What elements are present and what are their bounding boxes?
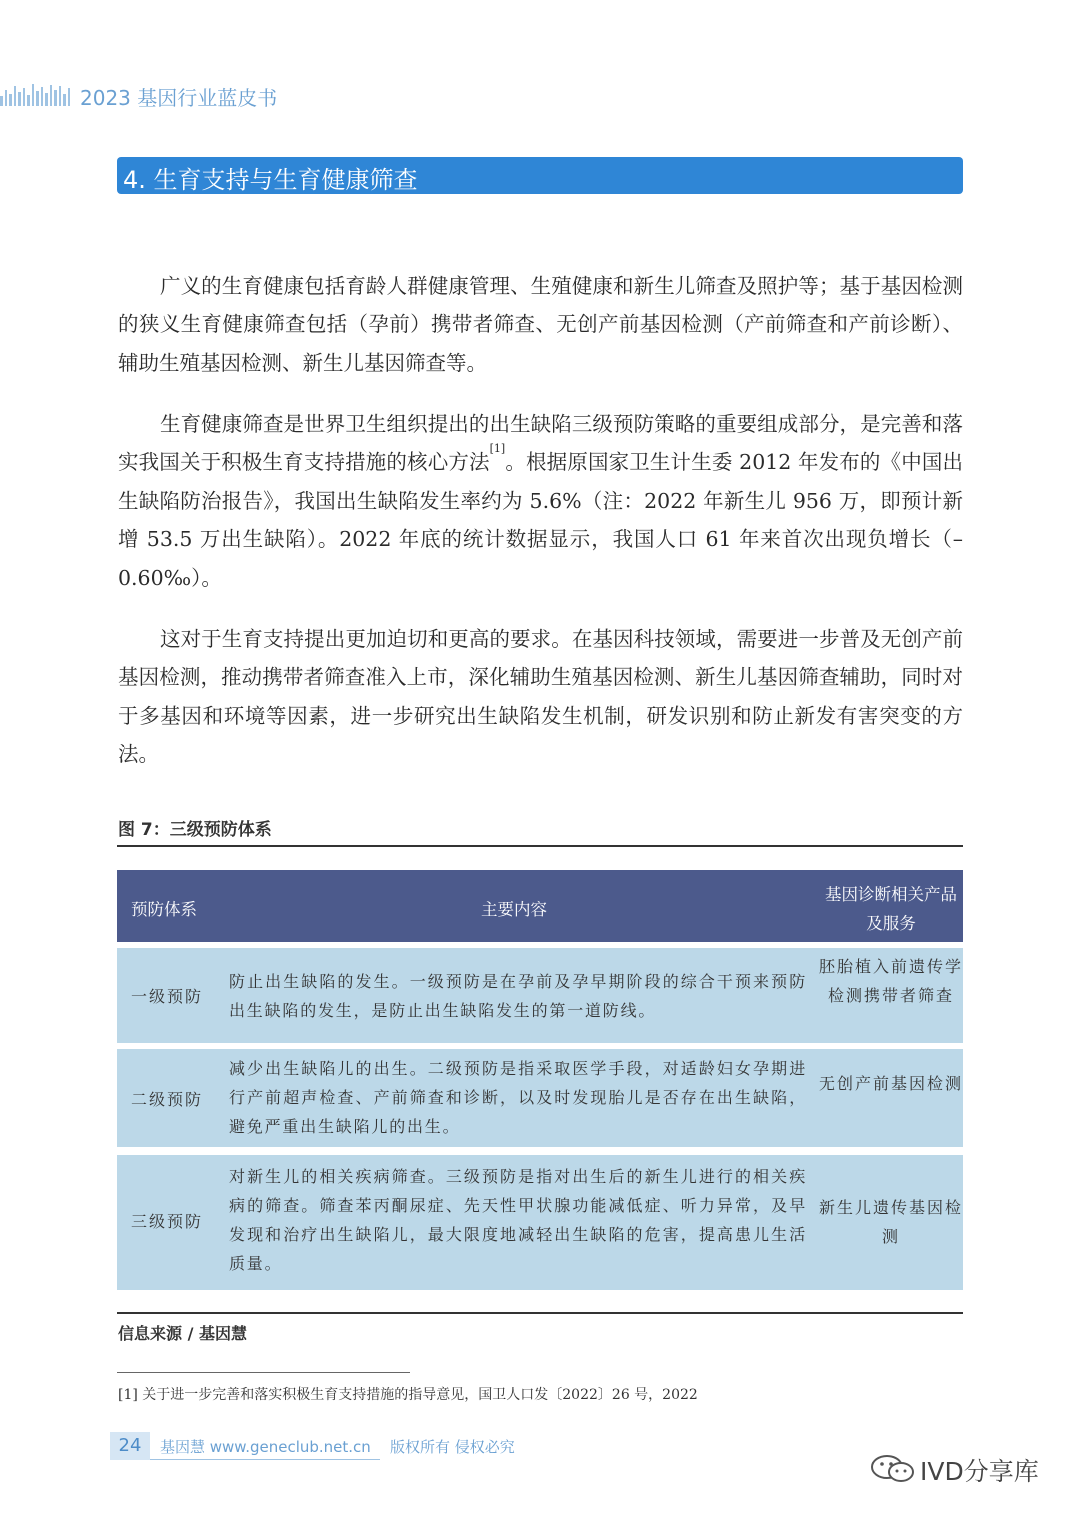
footer-rights: 版权所有 侵权必究 bbox=[390, 1438, 515, 1456]
page-footer bbox=[110, 1432, 550, 1460]
paragraph-2-part-a: 生育健康筛查是世界卫生组织提出的出生缺陷三级预防策略的重要组成部分，是完善和落实我国关于积极生育支持措施的核心方法 bbox=[118, 412, 963, 475]
footer-rule bbox=[150, 1459, 380, 1460]
figure-title: 图 7：三级预防体系 bbox=[118, 820, 272, 840]
row-content: 对新生儿的相关疾病筛查。三级预防是指对出生后的新生儿进行的相关疾病的筛查。筛查苯丙酮尿症、先天性甲状腺功能减低症、听力异常，及早发现和治疗出生缺陷儿，最大限度地减轻出生缺陷的危害，提高患儿生活质量。 bbox=[229, 1167, 807, 1273]
header-bars-decoration bbox=[0, 84, 70, 106]
row-products: 无创产前基因检测 bbox=[818, 1074, 963, 1093]
running-header bbox=[0, 80, 420, 110]
row-products: 新生儿遗传基因检测 bbox=[818, 1198, 963, 1246]
footnote: [1] 关于进一步完善和落实积极生育支持措施的指导意见，国卫人口发〔2022〕26 号，2022 bbox=[118, 1387, 698, 1403]
footer-site[interactable]: 基因慧 www.geneclub.net.cn bbox=[160, 1438, 371, 1456]
watermark-text: IVD分享库 bbox=[920, 1457, 1039, 1486]
table-row bbox=[117, 1049, 963, 1147]
paragraph-3: 这对于生育支持提出更加迫切和更高的要求。在基因科技领域，需要进一步普及无创产前基因检测，推动携带者筛查准入上市，深化辅助生殖基因检测、新生儿基因筛查辅助，同时对于多基因和环境等因素，进一步研究出生缺陷发生机制，研发识别和防止新发有害突变的方法。 bbox=[118, 627, 963, 767]
figure-top-rule bbox=[117, 845, 963, 847]
table-row bbox=[117, 948, 963, 1043]
header-system: 预防体系 bbox=[131, 900, 197, 919]
row-level: 一级预防 bbox=[131, 987, 204, 1006]
paragraph-1: 广义的生育健康包括育龄人群健康管理、生殖健康和新生儿筛查及照护等；基于基因检测的狭义生育健康筛查包括（孕前）携带者筛查、无创产前基因检测（产前筛查和产前诊断）、辅助生殖基因检测、新生儿基因筛查等。 bbox=[118, 274, 963, 375]
wechat-icon bbox=[870, 1454, 916, 1484]
footnote-rule bbox=[117, 1372, 410, 1373]
row-level: 三级预防 bbox=[131, 1212, 204, 1231]
section-title: 4. 生育支持与生育健康筛查 bbox=[123, 166, 418, 194]
figure-source: 信息来源 / 基因慧 bbox=[118, 1324, 247, 1343]
header-products: 基因诊断相关产品及服务 bbox=[825, 885, 957, 933]
citation-ref: [1] bbox=[489, 442, 506, 456]
section-heading-bar bbox=[117, 157, 963, 194]
row-products: 胚胎植入前遗传学检测携带者筛查 bbox=[818, 957, 963, 1005]
table-row bbox=[117, 1155, 963, 1290]
row-content: 减少出生缺陷儿的出生。二级预防是指采取医学手段，对适龄妇女孕期进行产前超声检查、产前筛查和诊断，以及时发现胎儿是否存在出生缺陷，避免严重出生缺陷儿的出生。 bbox=[229, 1059, 807, 1136]
row-content: 防止出生缺陷的发生。一级预防是在孕前及孕早期阶段的综合干预来预防出生缺陷的发生，是防止出生缺陷发生的第一道防线。 bbox=[229, 972, 807, 1020]
header-title: 2023 基因行业蓝皮书 bbox=[80, 86, 278, 110]
row-level: 二级预防 bbox=[131, 1090, 204, 1109]
page-number: 24 bbox=[110, 1432, 150, 1460]
paragraph-2-part-b: 。根据原国家卫生计生委 2012 年发布的《中国出生缺陷防治报告》，我国出生缺陷发生率约为 5.6%（注：2022 年新生儿 956 万，即预计新增 53.5 万出生缺陷）。2022 年底的统计数据显示，我国人口 61 年来首次出现负增长（–0.60‰）。 bbox=[118, 450, 964, 590]
paragraph-2 bbox=[118, 405, 963, 597]
table-header bbox=[117, 870, 963, 942]
figure-bottom-rule bbox=[117, 1312, 963, 1314]
header-content: 主要内容 bbox=[481, 900, 547, 919]
watermark bbox=[870, 1450, 1060, 1490]
